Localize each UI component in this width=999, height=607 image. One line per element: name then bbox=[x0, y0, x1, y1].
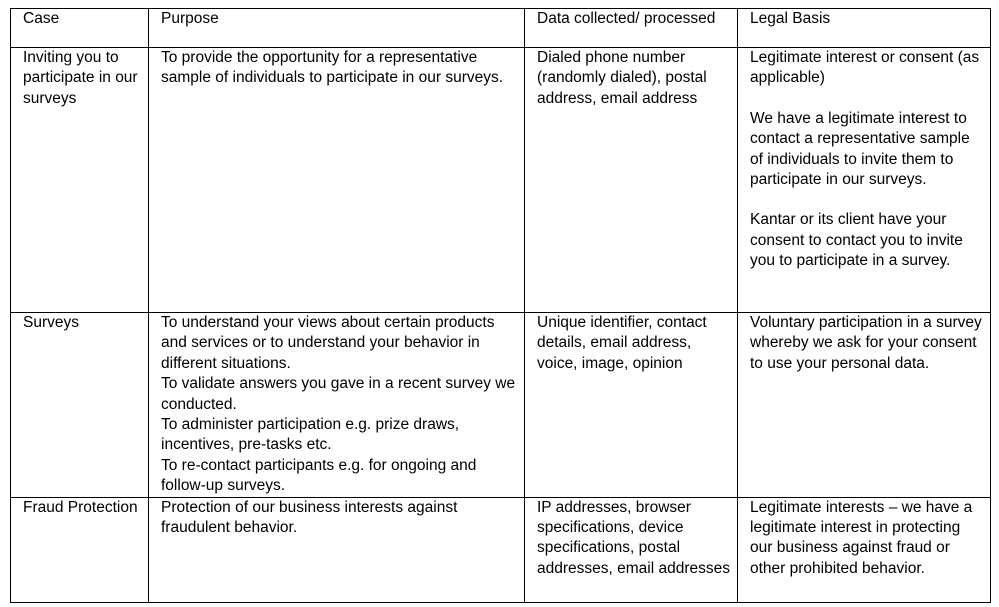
table-row bbox=[11, 313, 991, 498]
case-cell: Inviting you to participate in our surveys bbox=[11, 48, 149, 313]
case-cell: Fraud Protection bbox=[11, 497, 149, 602]
legal-paragraph: Voluntary participation in a survey whereby we ask for your consent to use your personal data. bbox=[750, 314, 982, 372]
header-case: Case bbox=[11, 9, 149, 48]
case-cell: Surveys bbox=[11, 313, 149, 498]
table-row bbox=[11, 497, 991, 602]
paragraph-gap bbox=[750, 190, 986, 210]
legal-paragraph: Legitimate interest or consent (as applicable) bbox=[750, 49, 980, 87]
paragraph-gap bbox=[750, 89, 986, 109]
table-row bbox=[11, 48, 991, 313]
purpose-line: To validate answers you gave in a recent survey we conducted. bbox=[161, 375, 516, 413]
purpose-line: To re-contact participants e.g. for ongoing and follow-up surveys. bbox=[161, 456, 477, 495]
legal-basis-cell bbox=[738, 313, 991, 498]
data-cell: Dialed phone number (randomly dialed), postal address, email address bbox=[525, 48, 738, 313]
purpose-line: To administer participation e.g. prize draws, incentives, pre-tasks etc. bbox=[161, 416, 460, 454]
data-processing-table bbox=[10, 8, 991, 603]
data-cell: Unique identifier, contact details, email address, voice, image, opinion bbox=[525, 313, 738, 498]
purpose-line: To understand your views about certain products and services or to understand your behavior in different situations. bbox=[161, 314, 495, 372]
purpose-cell bbox=[149, 497, 525, 602]
purpose-cell bbox=[149, 313, 525, 498]
purpose-cell bbox=[149, 48, 525, 313]
legal-paragraph: Kantar or its client have your consent to contact you to invite you to participate in a survey. bbox=[750, 211, 963, 270]
legal-paragraph: Legitimate interests – we have a legitimate interest in protecting our business against fraud or other prohibited behavior. bbox=[750, 498, 973, 577]
purpose-line: Protection of our business interests against fraudulent behavior. bbox=[161, 498, 458, 537]
header-purpose: Purpose bbox=[149, 9, 525, 48]
table-header-row bbox=[11, 9, 991, 48]
header-data-collected: Data collected/ processed bbox=[525, 9, 738, 48]
data-cell: IP addresses, browser specifications, device specifications, postal addresses, email addresses bbox=[525, 497, 738, 602]
legal-basis-cell bbox=[738, 48, 991, 313]
legal-paragraph: We have a legitimate interest to contact a representative sample of individuals to invite them to participate in our surveys. bbox=[750, 109, 970, 189]
header-legal-basis: Legal Basis bbox=[738, 9, 991, 48]
purpose-line: To provide the opportunity for a representative sample of individuals to participate in our surveys. bbox=[161, 49, 504, 87]
legal-basis-cell bbox=[738, 497, 991, 602]
